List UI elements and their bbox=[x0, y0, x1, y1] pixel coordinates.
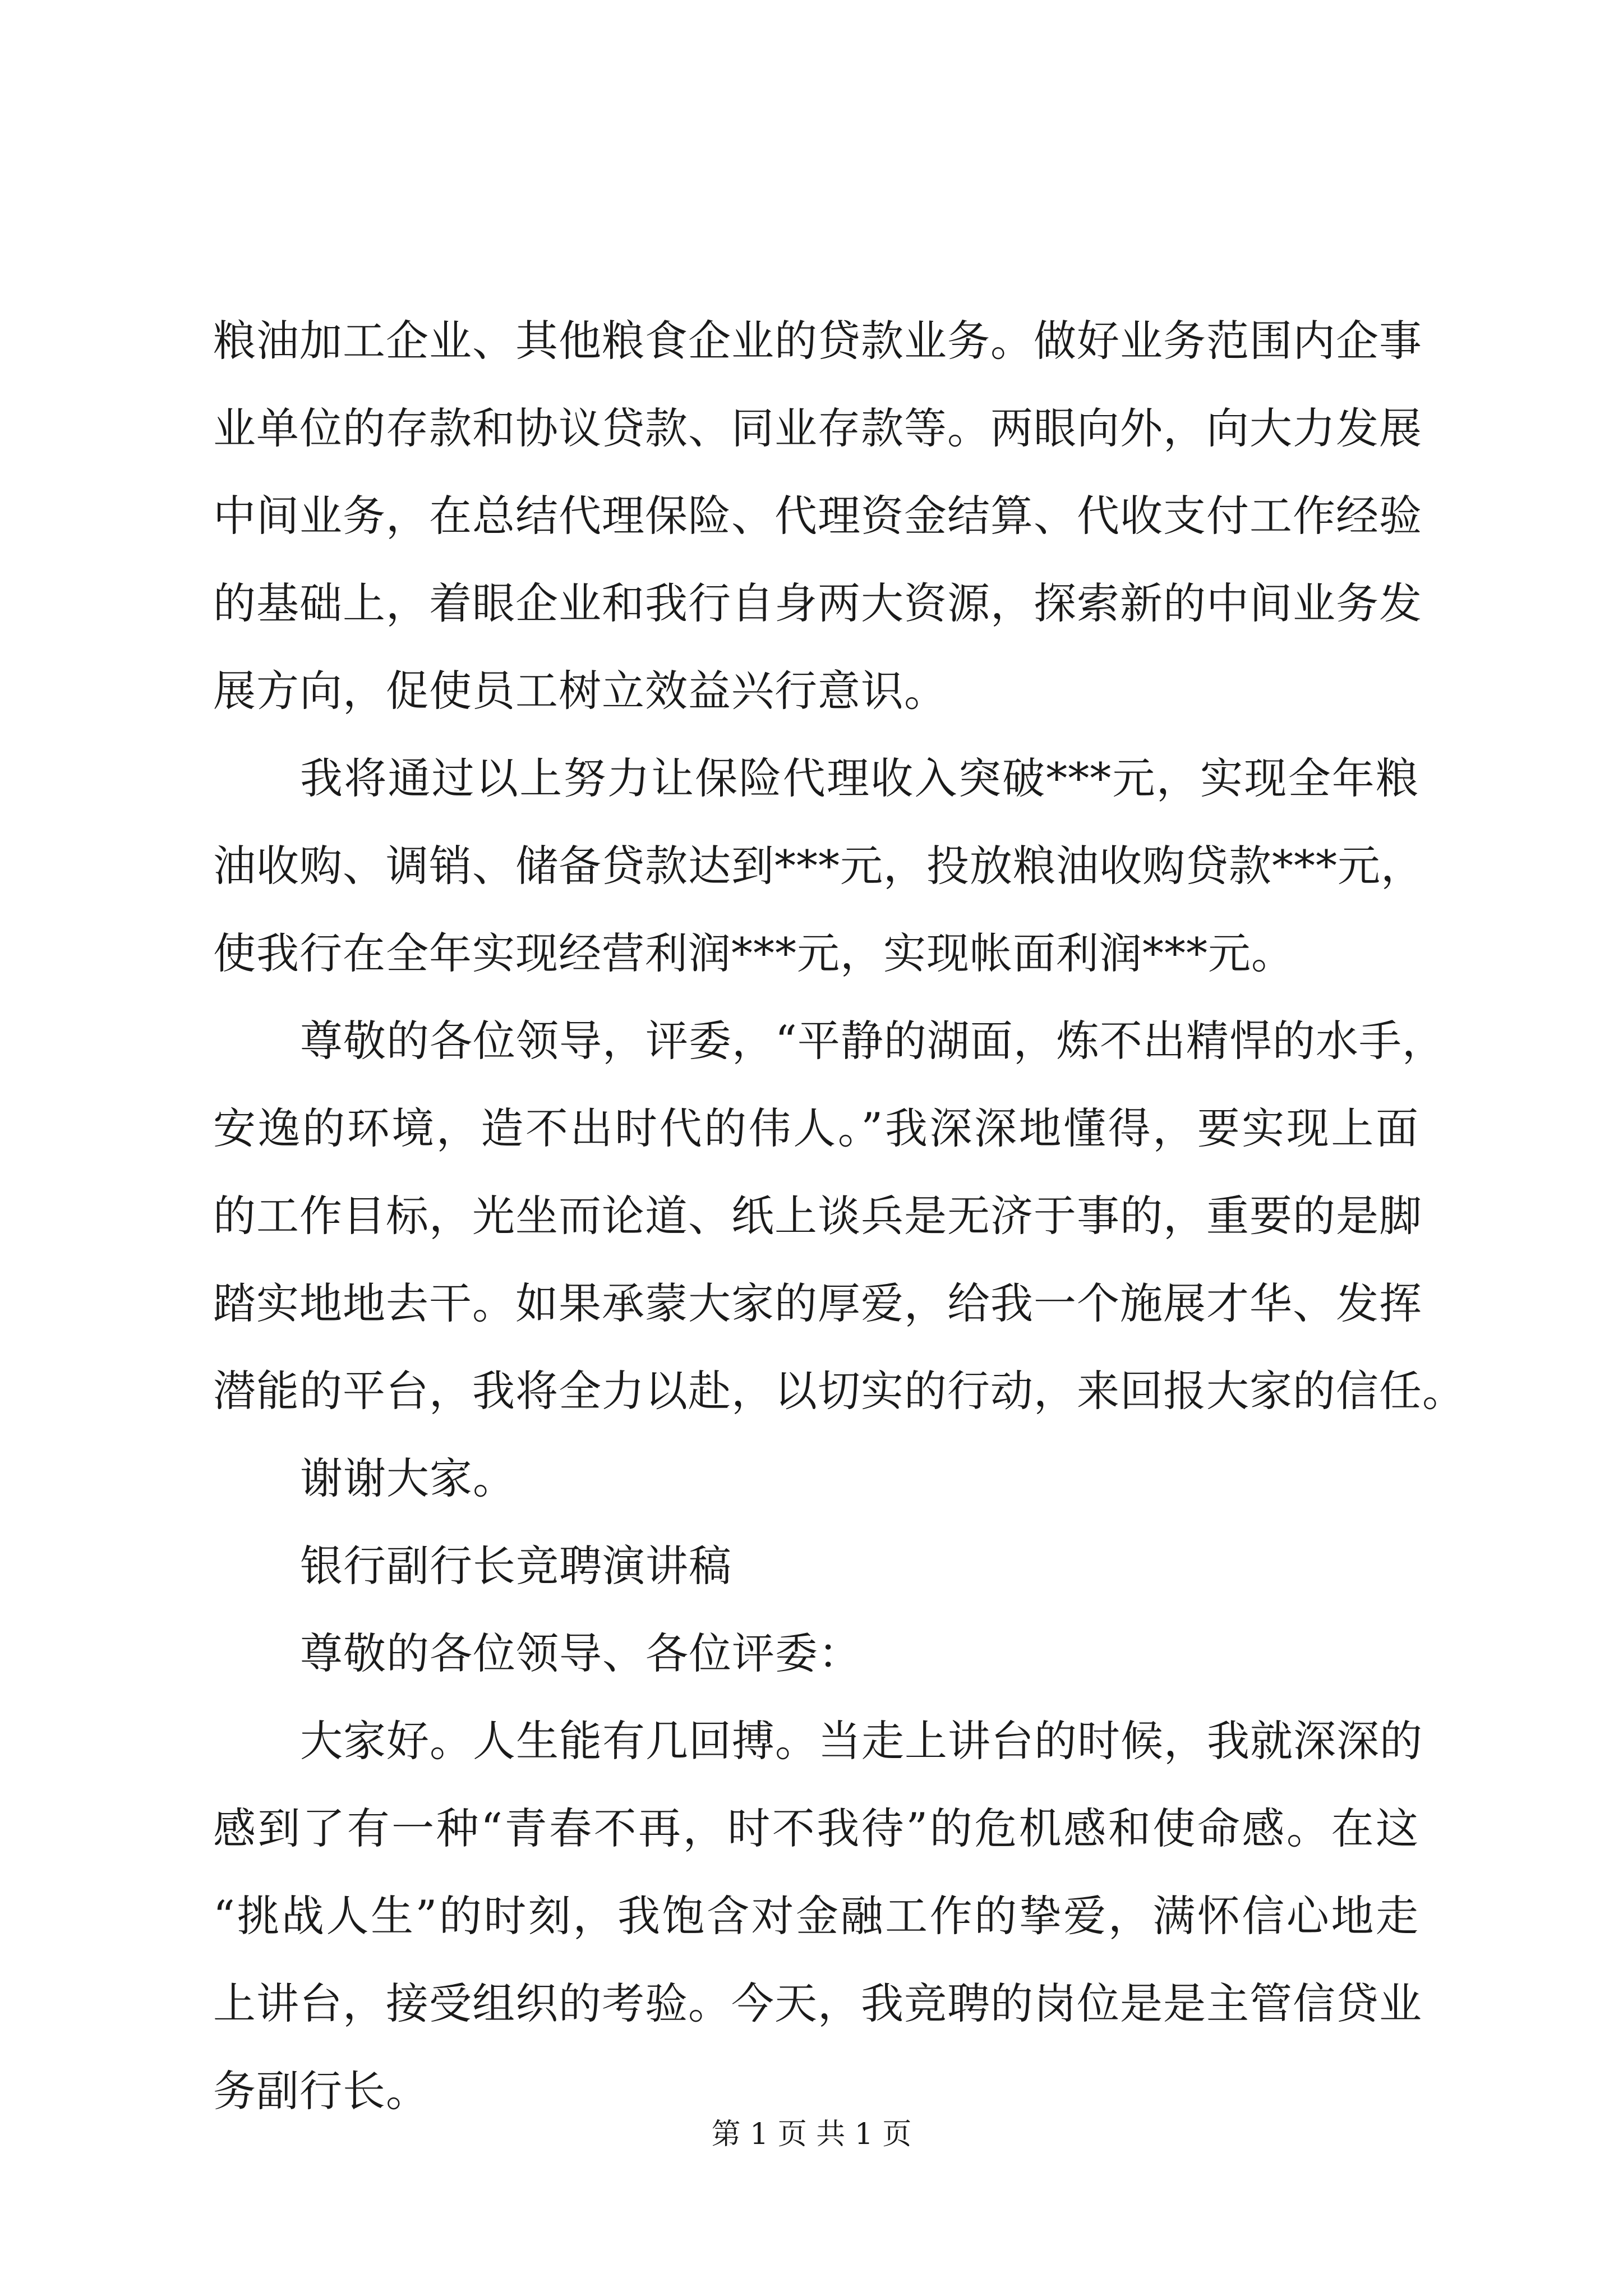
text-line: 上讲台，接受组织的考验。今天，我竞聘的岗位是是主管信贷业 bbox=[213, 1978, 1422, 2028]
text-line: 使我行在全年实现经营利润***元，实现帐面利润***元。 bbox=[213, 928, 1294, 978]
text-line: 务副行长。 bbox=[213, 2066, 429, 2116]
text-line: 业单位的存款和协议贷款、同业存款等。两眼向外，向大力发展 bbox=[213, 403, 1422, 453]
text-line: 安逸的环境，造不出时代的伟人。”我深深地懂得，要实现上面 bbox=[213, 1103, 1419, 1153]
salutation: 尊敬的各位领导、各位评委： bbox=[300, 1628, 861, 1678]
paragraph-first-line: 我将通过以上努力让保险代理收入突破***元，实现全年粮 bbox=[300, 753, 1419, 803]
document-body bbox=[213, 297, 1465, 2135]
page-number-footer: 第 1 页 共 1 页 bbox=[711, 2118, 912, 2151]
text-line: 踏实地地去干。如果承蒙大家的厚爱，给我一个施展才华、发挥 bbox=[213, 1278, 1422, 1328]
text-line: 展方向，促使员工树立效益兴行意识。 bbox=[213, 666, 947, 716]
text-line: 的基础上，着眼企业和我行自身两大资源，探索新的中间业务发 bbox=[213, 578, 1422, 628]
paragraph-first-line: 尊敬的各位领导，评委，“平静的湖面，炼不出精悍的水手， bbox=[300, 1016, 1445, 1066]
paragraph-first-line: 大家好。人生能有几回搏。当走上讲台的时候，我就深深的 bbox=[300, 1716, 1423, 1766]
text-line: 感到了有一种“青春不再，时不我待”的危机感和使命感。在这 bbox=[213, 1803, 1419, 1853]
section-title: 银行副行长竞聘演讲稿 bbox=[300, 1541, 732, 1591]
text-line: 潜能的平台，我将全力以赴，以切实的行动，来回报大家的信任。 bbox=[213, 1366, 1465, 1416]
text-line: 油收购、调销、储备贷款达到***元，投放粮油收购贷款***元， bbox=[213, 841, 1424, 891]
text-line: “挑战人生”的时刻，我饱含对金融工作的挚爱，满怀信心地走 bbox=[213, 1891, 1419, 1941]
text-line: 的工作目标，光坐而论道、纸上谈兵是无济于事的，重要的是脚 bbox=[213, 1191, 1422, 1241]
text-line: 中间业务，在总结代理保险、代理资金结算、代收支付工作经验 bbox=[213, 491, 1422, 541]
text-line: 粮油加工企业、其他粮食企业的贷款业务。做好业务范围内企事 bbox=[213, 316, 1422, 366]
paragraph-line: 谢谢大家。 bbox=[300, 1453, 516, 1503]
